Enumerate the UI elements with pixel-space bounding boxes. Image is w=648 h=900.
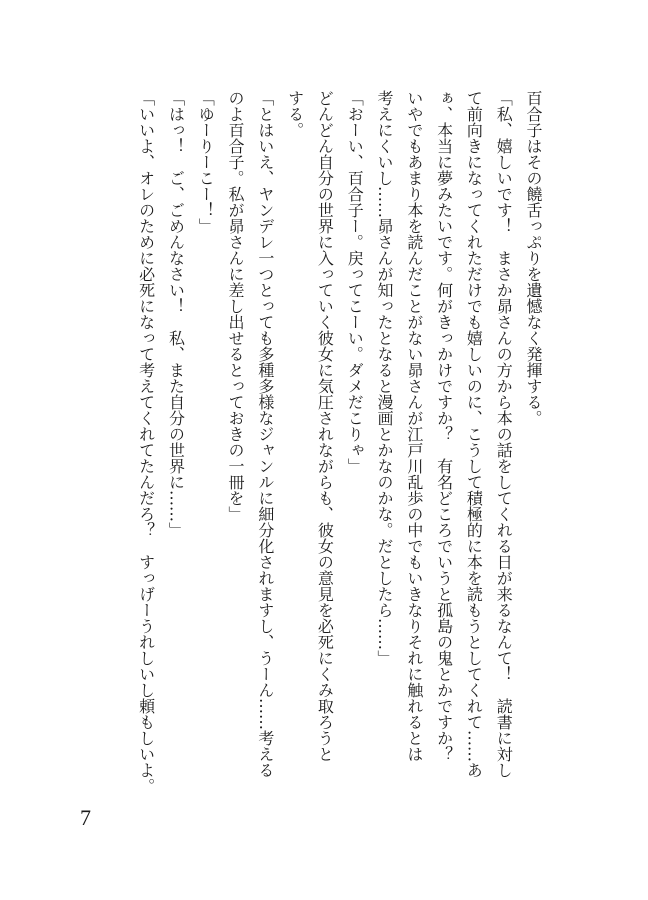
text-line: どんどん自分の世界に入っていく彼女に気圧されながらも、彼女の意見を必死にくみ取ろうと <box>315 90 335 762</box>
text-line: のよ百合子。私が昴さんに差し出せるとっておきの一冊を」 <box>226 90 246 522</box>
text-line: ぁ、本当に夢みたいです。何がきっかけですか？ 有名どころでいうと孤島の鬼とかですか？ <box>434 90 454 762</box>
text-line: 「私、嬉しいです！ まさか昴さんの方から本の話をしてくれる日が来るなんて！ 読書に対し <box>494 90 514 778</box>
text-line: 考えにくいし……昴さんが知ったとなると漫画とかなのかな。だとしたら……」 <box>375 90 395 666</box>
body-text <box>128 90 548 810</box>
page-number: 7 <box>80 805 91 830</box>
text-line: 「ゆーりーこー！」 <box>196 90 216 234</box>
text-line: する。 <box>285 90 305 138</box>
text-line: 「はっ！ ご、ごめんなさい！ 私、また自分の世界に……」 <box>166 90 186 538</box>
text-line: いやでもあまり本を読んだことがない昴さんが江戸川乱歩の中でもいきなりそれに触れるとは <box>404 90 424 762</box>
text-line: 百合子はその饒舌っぷりを遺憾なく発揮する。 <box>524 90 543 426</box>
text-line: 「とはいえ、ヤンデレ一つとっても多種多様なジャンルに細分化されますし、うーん……考える <box>255 90 275 778</box>
text-line: 「おーい、百合子ー。戻ってこーい。ダメだこりゃ」 <box>345 90 365 474</box>
text-line: 「いいよ、オレのために必死になって考えてくれてたんだろ？ すっげーうれしいし頼もしいよ。 <box>136 90 156 794</box>
text-line: て前向きになってくれただけでも嬉しいのに、こうして積極的に本を読もうとしてくれて……あ <box>464 90 484 778</box>
